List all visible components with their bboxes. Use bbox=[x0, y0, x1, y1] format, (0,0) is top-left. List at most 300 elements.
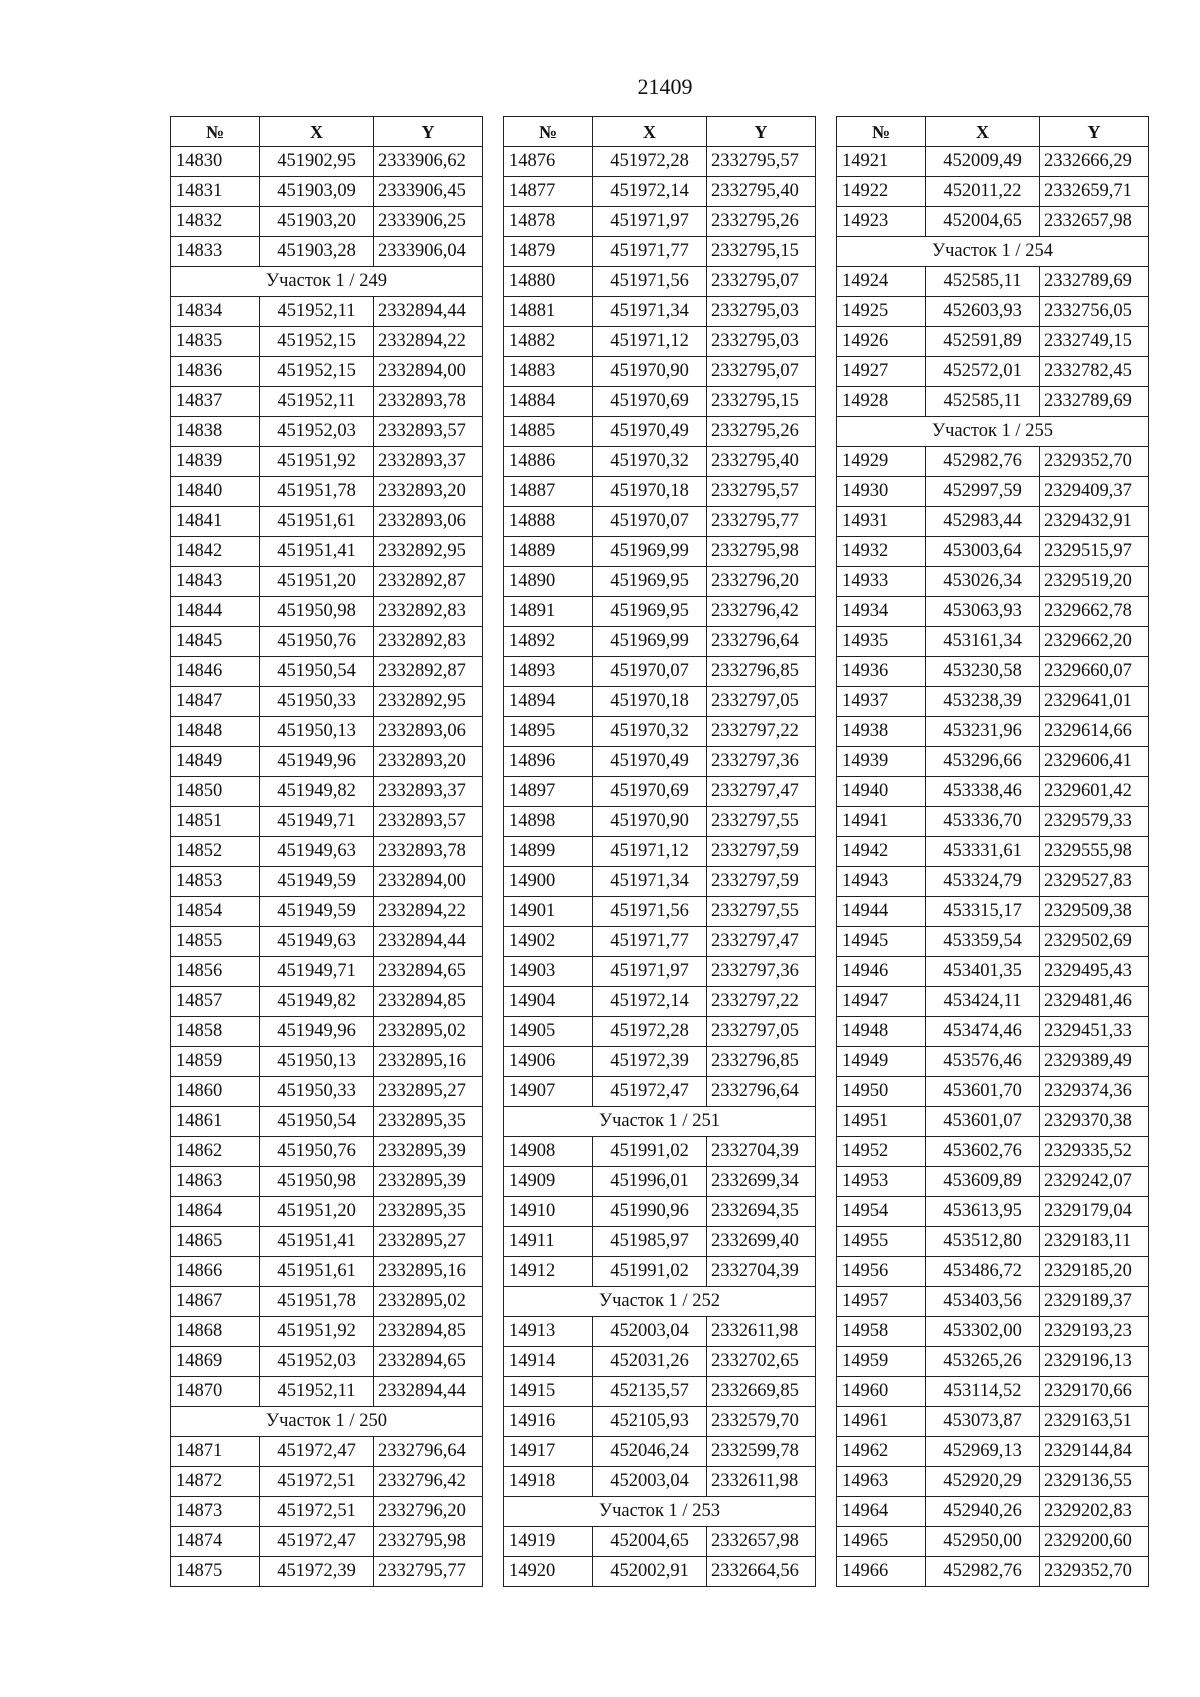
header-y: Y bbox=[707, 117, 816, 147]
x-coordinate: 451972,51 bbox=[260, 1467, 374, 1497]
point-number: 14961 bbox=[837, 1407, 926, 1437]
table-row bbox=[171, 1137, 483, 1167]
point-number: 14847 bbox=[171, 687, 260, 717]
point-number: 14850 bbox=[171, 777, 260, 807]
y-coordinate: 2332797,55 bbox=[707, 897, 816, 927]
table-row bbox=[837, 867, 1149, 897]
y-coordinate: 2332599,78 bbox=[707, 1437, 816, 1467]
x-coordinate: 451950,33 bbox=[260, 1077, 374, 1107]
table-row bbox=[504, 747, 816, 777]
header-x: X bbox=[926, 117, 1040, 147]
point-number: 14833 bbox=[171, 237, 260, 267]
table-row bbox=[837, 507, 1149, 537]
y-coordinate: 2332796,42 bbox=[707, 597, 816, 627]
x-coordinate: 451969,95 bbox=[593, 567, 707, 597]
table-row bbox=[171, 477, 483, 507]
table-row bbox=[171, 1107, 483, 1137]
table-row bbox=[171, 687, 483, 717]
table-row bbox=[504, 387, 816, 417]
point-number: 14906 bbox=[504, 1047, 593, 1077]
y-coordinate: 2329352,70 bbox=[1040, 447, 1149, 477]
table-row bbox=[504, 837, 816, 867]
x-coordinate: 451951,78 bbox=[260, 1287, 374, 1317]
y-coordinate: 2332704,39 bbox=[707, 1257, 816, 1287]
y-coordinate: 2332796,85 bbox=[707, 1047, 816, 1077]
point-number: 14864 bbox=[171, 1197, 260, 1227]
table-row bbox=[171, 1167, 483, 1197]
point-number: 14916 bbox=[504, 1407, 593, 1437]
x-coordinate: 452997,59 bbox=[926, 477, 1040, 507]
y-coordinate: 2332797,36 bbox=[707, 957, 816, 987]
table-row bbox=[171, 1077, 483, 1107]
x-coordinate: 451972,14 bbox=[593, 177, 707, 207]
point-number: 14872 bbox=[171, 1467, 260, 1497]
point-number: 14869 bbox=[171, 1347, 260, 1377]
point-number: 14898 bbox=[504, 807, 593, 837]
y-coordinate: 2332892,87 bbox=[374, 567, 483, 597]
table-row bbox=[504, 1527, 816, 1557]
table-row bbox=[171, 1377, 483, 1407]
y-coordinate: 2332795,26 bbox=[707, 207, 816, 237]
point-number: 14835 bbox=[171, 327, 260, 357]
point-number: 14853 bbox=[171, 867, 260, 897]
point-number: 14921 bbox=[837, 147, 926, 177]
x-coordinate: 453302,00 bbox=[926, 1317, 1040, 1347]
y-coordinate: 2332892,87 bbox=[374, 657, 483, 687]
x-coordinate: 451951,20 bbox=[260, 567, 374, 597]
table-row bbox=[504, 297, 816, 327]
point-number: 14905 bbox=[504, 1017, 593, 1047]
y-coordinate: 2329579,33 bbox=[1040, 807, 1149, 837]
table-row bbox=[171, 897, 483, 927]
x-coordinate: 452982,76 bbox=[926, 447, 1040, 477]
y-coordinate: 2332894,22 bbox=[374, 897, 483, 927]
point-number: 14839 bbox=[171, 447, 260, 477]
point-number: 14876 bbox=[504, 147, 593, 177]
y-coordinate: 2332782,45 bbox=[1040, 357, 1149, 387]
y-coordinate: 2329202,83 bbox=[1040, 1497, 1149, 1527]
table-row bbox=[504, 567, 816, 597]
table-row bbox=[504, 1467, 816, 1497]
y-coordinate: 2332895,02 bbox=[374, 1017, 483, 1047]
y-coordinate: 2332894,85 bbox=[374, 987, 483, 1017]
table-row bbox=[171, 327, 483, 357]
table-row bbox=[171, 1287, 483, 1317]
table-row bbox=[504, 1197, 816, 1227]
point-number: 14891 bbox=[504, 597, 593, 627]
y-coordinate: 2329660,07 bbox=[1040, 657, 1149, 687]
y-coordinate: 2329519,20 bbox=[1040, 567, 1149, 597]
y-coordinate: 2329614,66 bbox=[1040, 717, 1149, 747]
point-number: 14900 bbox=[504, 867, 593, 897]
point-number: 14911 bbox=[504, 1227, 593, 1257]
y-coordinate: 2329606,41 bbox=[1040, 747, 1149, 777]
x-coordinate: 451949,71 bbox=[260, 807, 374, 837]
point-number: 14887 bbox=[504, 477, 593, 507]
table-row bbox=[171, 1017, 483, 1047]
table-row bbox=[837, 327, 1149, 357]
y-coordinate: 2332789,69 bbox=[1040, 267, 1149, 297]
y-coordinate: 2332892,83 bbox=[374, 597, 483, 627]
point-number: 14962 bbox=[837, 1437, 926, 1467]
x-coordinate: 451971,56 bbox=[593, 897, 707, 927]
x-coordinate: 453230,58 bbox=[926, 657, 1040, 687]
x-coordinate: 451949,96 bbox=[260, 1017, 374, 1047]
x-coordinate: 452046,24 bbox=[593, 1437, 707, 1467]
point-number: 14846 bbox=[171, 657, 260, 687]
point-number: 14875 bbox=[171, 1557, 260, 1587]
x-coordinate: 451972,47 bbox=[260, 1437, 374, 1467]
point-number: 14863 bbox=[171, 1167, 260, 1197]
y-coordinate: 2332795,40 bbox=[707, 177, 816, 207]
point-number: 14963 bbox=[837, 1467, 926, 1497]
y-coordinate: 2329515,97 bbox=[1040, 537, 1149, 567]
table-row bbox=[171, 357, 483, 387]
y-coordinate: 2332664,56 bbox=[707, 1557, 816, 1587]
point-number: 14834 bbox=[171, 297, 260, 327]
x-coordinate: 451951,78 bbox=[260, 477, 374, 507]
header-number: № bbox=[837, 117, 926, 147]
point-number: 14899 bbox=[504, 837, 593, 867]
table-row bbox=[837, 1467, 1149, 1497]
y-coordinate: 2332893,57 bbox=[374, 417, 483, 447]
x-coordinate: 452031,26 bbox=[593, 1347, 707, 1377]
table-row bbox=[171, 417, 483, 447]
y-coordinate: 2332797,05 bbox=[707, 687, 816, 717]
point-number: 14855 bbox=[171, 927, 260, 957]
x-coordinate: 451969,99 bbox=[593, 537, 707, 567]
point-number: 14934 bbox=[837, 597, 926, 627]
y-coordinate: 2329409,37 bbox=[1040, 477, 1149, 507]
point-number: 14953 bbox=[837, 1167, 926, 1197]
point-number: 14831 bbox=[171, 177, 260, 207]
section-label: Участок 1 / 254 bbox=[837, 237, 1149, 267]
point-number: 14908 bbox=[504, 1137, 593, 1167]
y-coordinate: 2332894,44 bbox=[374, 927, 483, 957]
y-coordinate: 2329242,07 bbox=[1040, 1167, 1149, 1197]
table-row bbox=[171, 1257, 483, 1287]
point-number: 14840 bbox=[171, 477, 260, 507]
x-coordinate: 453114,52 bbox=[926, 1377, 1040, 1407]
x-coordinate: 453161,34 bbox=[926, 627, 1040, 657]
header-row bbox=[504, 117, 816, 147]
x-coordinate: 451950,54 bbox=[260, 657, 374, 687]
x-coordinate: 451970,49 bbox=[593, 417, 707, 447]
x-coordinate: 453296,66 bbox=[926, 747, 1040, 777]
y-coordinate: 2329662,20 bbox=[1040, 627, 1149, 657]
point-number: 14852 bbox=[171, 837, 260, 867]
table-row bbox=[504, 507, 816, 537]
y-coordinate: 2332795,77 bbox=[374, 1557, 483, 1587]
x-coordinate: 452591,89 bbox=[926, 327, 1040, 357]
table-row bbox=[837, 777, 1149, 807]
point-number: 14917 bbox=[504, 1437, 593, 1467]
point-number: 14843 bbox=[171, 567, 260, 597]
x-coordinate: 451950,54 bbox=[260, 1107, 374, 1137]
x-coordinate: 451951,92 bbox=[260, 1317, 374, 1347]
point-number: 14926 bbox=[837, 327, 926, 357]
table-row bbox=[504, 1167, 816, 1197]
table-row bbox=[504, 1017, 816, 1047]
table-row bbox=[837, 957, 1149, 987]
table-row bbox=[837, 297, 1149, 327]
point-number: 14880 bbox=[504, 267, 593, 297]
point-number: 14914 bbox=[504, 1347, 593, 1377]
x-coordinate: 451951,61 bbox=[260, 1257, 374, 1287]
y-coordinate: 2332796,20 bbox=[374, 1497, 483, 1527]
y-coordinate: 2332797,47 bbox=[707, 777, 816, 807]
table-row bbox=[837, 987, 1149, 1017]
point-number: 14837 bbox=[171, 387, 260, 417]
x-coordinate: 453063,93 bbox=[926, 597, 1040, 627]
table-row bbox=[837, 1437, 1149, 1467]
table-row bbox=[171, 1437, 483, 1467]
table-row bbox=[504, 1407, 816, 1437]
y-coordinate: 2332796,42 bbox=[374, 1467, 483, 1497]
table-row bbox=[504, 867, 816, 897]
x-coordinate: 451991,02 bbox=[593, 1137, 707, 1167]
x-coordinate: 452004,65 bbox=[593, 1527, 707, 1557]
y-coordinate: 2332892,83 bbox=[374, 627, 483, 657]
x-coordinate: 451951,41 bbox=[260, 1227, 374, 1257]
table-row bbox=[837, 657, 1149, 687]
point-number: 14883 bbox=[504, 357, 593, 387]
y-coordinate: 2332894,85 bbox=[374, 1317, 483, 1347]
table-row bbox=[837, 1527, 1149, 1557]
y-coordinate: 2332795,03 bbox=[707, 327, 816, 357]
y-coordinate: 2329370,38 bbox=[1040, 1107, 1149, 1137]
x-coordinate: 453265,26 bbox=[926, 1347, 1040, 1377]
x-coordinate: 451972,28 bbox=[593, 147, 707, 177]
table-row bbox=[837, 897, 1149, 927]
point-number: 14862 bbox=[171, 1137, 260, 1167]
y-coordinate: 2332797,05 bbox=[707, 1017, 816, 1047]
x-coordinate: 451949,59 bbox=[260, 867, 374, 897]
x-coordinate: 451952,03 bbox=[260, 417, 374, 447]
point-number: 14878 bbox=[504, 207, 593, 237]
x-coordinate: 453576,46 bbox=[926, 1047, 1040, 1077]
point-number: 14920 bbox=[504, 1557, 593, 1587]
point-number: 14910 bbox=[504, 1197, 593, 1227]
y-coordinate: 2332895,27 bbox=[374, 1077, 483, 1107]
x-coordinate: 451991,02 bbox=[593, 1257, 707, 1287]
point-number: 14903 bbox=[504, 957, 593, 987]
x-coordinate: 451970,07 bbox=[593, 507, 707, 537]
point-number: 14966 bbox=[837, 1557, 926, 1587]
table-row bbox=[171, 837, 483, 867]
y-coordinate: 2332894,00 bbox=[374, 357, 483, 387]
point-number: 14957 bbox=[837, 1287, 926, 1317]
point-number: 14933 bbox=[837, 567, 926, 597]
y-coordinate: 2332666,29 bbox=[1040, 147, 1149, 177]
point-number: 14838 bbox=[171, 417, 260, 447]
x-coordinate: 453403,56 bbox=[926, 1287, 1040, 1317]
point-number: 14868 bbox=[171, 1317, 260, 1347]
section-row bbox=[171, 1407, 483, 1437]
point-number: 14938 bbox=[837, 717, 926, 747]
y-coordinate: 2329641,01 bbox=[1040, 687, 1149, 717]
section-row bbox=[171, 267, 483, 297]
section-row bbox=[504, 1497, 816, 1527]
y-coordinate: 2332797,22 bbox=[707, 717, 816, 747]
x-coordinate: 451949,59 bbox=[260, 897, 374, 927]
point-number: 14937 bbox=[837, 687, 926, 717]
point-number: 14925 bbox=[837, 297, 926, 327]
point-number: 14848 bbox=[171, 717, 260, 747]
table-row bbox=[837, 1137, 1149, 1167]
y-coordinate: 2332611,98 bbox=[707, 1467, 816, 1497]
point-number: 14888 bbox=[504, 507, 593, 537]
x-coordinate: 452572,01 bbox=[926, 357, 1040, 387]
point-number: 14955 bbox=[837, 1227, 926, 1257]
y-coordinate: 2329185,20 bbox=[1040, 1257, 1149, 1287]
x-coordinate: 452585,11 bbox=[926, 267, 1040, 297]
point-number: 14932 bbox=[837, 537, 926, 567]
y-coordinate: 2332795,57 bbox=[707, 477, 816, 507]
x-coordinate: 451951,41 bbox=[260, 537, 374, 567]
point-number: 14943 bbox=[837, 867, 926, 897]
point-number: 14874 bbox=[171, 1527, 260, 1557]
table-row bbox=[837, 1197, 1149, 1227]
table-row bbox=[837, 1497, 1149, 1527]
table-row bbox=[837, 597, 1149, 627]
y-coordinate: 2332657,98 bbox=[707, 1527, 816, 1557]
y-coordinate: 2332796,85 bbox=[707, 657, 816, 687]
x-coordinate: 451951,61 bbox=[260, 507, 374, 537]
table-row bbox=[504, 447, 816, 477]
y-coordinate: 2332895,27 bbox=[374, 1227, 483, 1257]
y-coordinate: 2332893,57 bbox=[374, 807, 483, 837]
point-number: 14924 bbox=[837, 267, 926, 297]
table-row bbox=[504, 147, 816, 177]
x-coordinate: 451970,49 bbox=[593, 747, 707, 777]
x-coordinate: 452003,04 bbox=[593, 1317, 707, 1347]
y-coordinate: 2329136,55 bbox=[1040, 1467, 1149, 1497]
y-coordinate: 2332894,00 bbox=[374, 867, 483, 897]
x-coordinate: 451970,90 bbox=[593, 807, 707, 837]
x-coordinate: 453602,76 bbox=[926, 1137, 1040, 1167]
y-coordinate: 2332797,36 bbox=[707, 747, 816, 777]
x-coordinate: 451970,32 bbox=[593, 717, 707, 747]
y-coordinate: 2329662,78 bbox=[1040, 597, 1149, 627]
y-coordinate: 2332611,98 bbox=[707, 1317, 816, 1347]
table-row bbox=[837, 687, 1149, 717]
y-coordinate: 2329527,83 bbox=[1040, 867, 1149, 897]
point-number: 14913 bbox=[504, 1317, 593, 1347]
y-coordinate: 2333906,62 bbox=[374, 147, 483, 177]
x-coordinate: 453073,87 bbox=[926, 1407, 1040, 1437]
table-row bbox=[837, 717, 1149, 747]
y-coordinate: 2332895,35 bbox=[374, 1107, 483, 1137]
point-number: 14935 bbox=[837, 627, 926, 657]
section-label: Участок 1 / 252 bbox=[504, 1287, 816, 1317]
table-row bbox=[837, 357, 1149, 387]
point-number: 14965 bbox=[837, 1527, 926, 1557]
table-row bbox=[504, 1317, 816, 1347]
point-number: 14951 bbox=[837, 1107, 926, 1137]
section-row bbox=[837, 237, 1149, 267]
x-coordinate: 453609,89 bbox=[926, 1167, 1040, 1197]
y-coordinate: 2332796,20 bbox=[707, 567, 816, 597]
point-number: 14949 bbox=[837, 1047, 926, 1077]
y-coordinate: 2332893,20 bbox=[374, 477, 483, 507]
point-number: 14948 bbox=[837, 1017, 926, 1047]
table-row bbox=[504, 807, 816, 837]
point-number: 14877 bbox=[504, 177, 593, 207]
table-row bbox=[504, 237, 816, 267]
x-coordinate: 451952,11 bbox=[260, 387, 374, 417]
table-row bbox=[837, 807, 1149, 837]
y-coordinate: 2332894,44 bbox=[374, 297, 483, 327]
x-coordinate: 451951,92 bbox=[260, 447, 374, 477]
table-row bbox=[504, 777, 816, 807]
y-coordinate: 2332669,85 bbox=[707, 1377, 816, 1407]
x-coordinate: 451971,97 bbox=[593, 957, 707, 987]
table-row bbox=[504, 477, 816, 507]
x-coordinate: 453613,95 bbox=[926, 1197, 1040, 1227]
x-coordinate: 452920,29 bbox=[926, 1467, 1040, 1497]
x-coordinate: 453331,61 bbox=[926, 837, 1040, 867]
x-coordinate: 451972,39 bbox=[260, 1557, 374, 1587]
y-coordinate: 2332699,34 bbox=[707, 1167, 816, 1197]
y-coordinate: 2329451,33 bbox=[1040, 1017, 1149, 1047]
x-coordinate: 451949,82 bbox=[260, 777, 374, 807]
x-coordinate: 451971,34 bbox=[593, 867, 707, 897]
point-number: 14945 bbox=[837, 927, 926, 957]
point-number: 14861 bbox=[171, 1107, 260, 1137]
table-row bbox=[837, 267, 1149, 297]
x-coordinate: 451950,13 bbox=[260, 717, 374, 747]
table-row bbox=[171, 447, 483, 477]
x-coordinate: 453003,64 bbox=[926, 537, 1040, 567]
x-coordinate: 452940,26 bbox=[926, 1497, 1040, 1527]
x-coordinate: 451969,95 bbox=[593, 597, 707, 627]
table-row bbox=[171, 927, 483, 957]
x-coordinate: 451903,28 bbox=[260, 237, 374, 267]
table-row bbox=[837, 1317, 1149, 1347]
y-coordinate: 2332895,16 bbox=[374, 1047, 483, 1077]
table-row bbox=[171, 597, 483, 627]
x-coordinate: 451970,69 bbox=[593, 777, 707, 807]
point-number: 14936 bbox=[837, 657, 926, 687]
x-coordinate: 451971,56 bbox=[593, 267, 707, 297]
point-number: 14927 bbox=[837, 357, 926, 387]
x-coordinate: 451952,11 bbox=[260, 1377, 374, 1407]
y-coordinate: 2332795,15 bbox=[707, 237, 816, 267]
table-row bbox=[504, 1077, 816, 1107]
point-number: 14941 bbox=[837, 807, 926, 837]
table-row bbox=[171, 1467, 483, 1497]
point-number: 14922 bbox=[837, 177, 926, 207]
table-row bbox=[171, 987, 483, 1017]
table-row bbox=[171, 777, 483, 807]
y-coordinate: 2332796,64 bbox=[707, 1077, 816, 1107]
x-coordinate: 451952,15 bbox=[260, 327, 374, 357]
table-row bbox=[171, 1197, 483, 1227]
y-coordinate: 2332895,16 bbox=[374, 1257, 483, 1287]
table-row bbox=[837, 537, 1149, 567]
point-number: 14858 bbox=[171, 1017, 260, 1047]
y-coordinate: 2332795,57 bbox=[707, 147, 816, 177]
y-coordinate: 2332893,78 bbox=[374, 837, 483, 867]
table-row bbox=[837, 747, 1149, 777]
table-row bbox=[171, 717, 483, 747]
x-coordinate: 451972,51 bbox=[260, 1497, 374, 1527]
table-row bbox=[837, 177, 1149, 207]
coordinates-table-1 bbox=[170, 116, 483, 1587]
y-coordinate: 2332895,39 bbox=[374, 1167, 483, 1197]
point-number: 14881 bbox=[504, 297, 593, 327]
